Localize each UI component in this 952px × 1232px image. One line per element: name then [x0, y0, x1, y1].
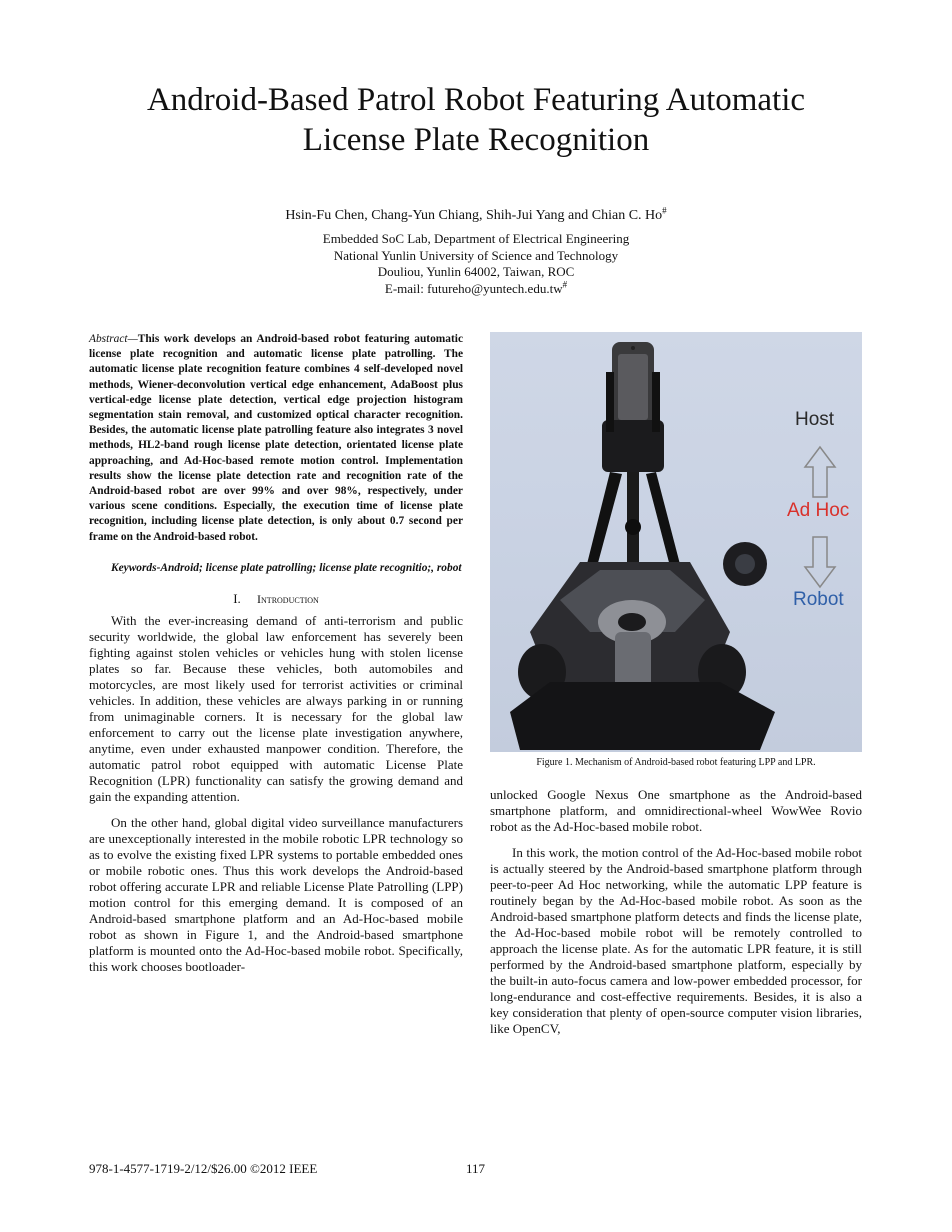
title-line-1: Android-Based Patrol Robot Featuring Automatic — [146, 82, 806, 118]
email-mark: # — [562, 279, 568, 290]
affiliation-line-2: National Yunlin University of Science and Technology — [333, 247, 619, 263]
author-mark: # — [662, 205, 667, 216]
down-arrow-icon — [805, 537, 835, 587]
footer-copyright: 978-1-4577-1719-2/12/$26.00 ©2012 IEEE — [89, 1161, 318, 1176]
robot-photo — [490, 332, 862, 752]
abstract-lead: Abstract— — [89, 333, 138, 345]
robot-center-lens — [618, 613, 646, 631]
keywords: Keywords-Android; license plate patrolling; license plate recognitio;, robot — [111, 561, 462, 574]
mount-leg-right — [646, 472, 682, 574]
phone-camera-dot — [631, 346, 635, 350]
up-arrow-icon — [805, 447, 835, 497]
right-paragraph-2: In this work, the motion control of the Ad-Hoc-based mobile robot is actually steered by the Android-based smartphone platform through peer-to-peer Ad Hoc networking, while the automatic LPP feature is routinely began by the Ad-Hoc-based mobile robot. As soon as the Android-based smartphone platform detects and finds the license plate, the Ad-Hoc-based mobile robot will be remotely controlled to approach the license plate. As for the automatic LPR feature, it is still performed by the Android-based smartphone platform, especially by the built-in auto-focus camera and low-power embedded processor, for long-endurance and cost-effective requirements. Besides, it is also a key consideration that plenty of open-source computer vision libraries, like OpenCV, — [490, 845, 862, 1036]
right-paragraph-1: unlocked Google Nexus One smartphone as the Android-based smartphone platform, and omnidirectional-wheel WowWee Rovio robot as the Ad-Hoc-based mobile robot. — [490, 787, 862, 834]
base-board — [510, 682, 775, 750]
affiliation-block — [120, 231, 832, 297]
section-number: I. — [233, 591, 241, 607]
smartphone-screen — [618, 354, 648, 420]
email: E-mail: futureho@yuntech.edu.tw — [384, 280, 563, 296]
figure-label-robot: Robot — [793, 589, 844, 610]
author-list — [120, 207, 832, 225]
author-names: Hsin-Fu Chen, Chang-Yun Chiang, Shih-Jui Yang and Chian C. Ho — [285, 208, 663, 223]
mount-joint — [625, 519, 641, 535]
figure-caption: Figure 1. Mechanism of Android-based robot featuring LPP and LPR. — [536, 757, 816, 768]
figure-1 — [490, 332, 862, 752]
mount-leg-left — [585, 472, 622, 574]
robot-camera-lens — [735, 554, 755, 574]
section-heading-introduction — [89, 591, 463, 607]
abstract-body: This work develops an Android-based robot featuring automatic license plate recognition and automatic license plate patrolling. The automatic license plate recognition feature combines 4 self-developed novel methods, Wiener-deconvolution vertical edge enhancement, AdaBoost plus vertical-edge license plate detection, vertical edge projection histogram segmentation stain removal, and customized optical character recognition. Besides, the automatic license plate patrolling feature also integrates 3 novel methods, HL2-band rough license plate detection, orientated license plate approaching, and Ad-Hoc-based remote motion control. Implementation results show the license plate detection rate and recognition rate of the Android-based robot are over 99% and over 98%, respectively, under various scene conditions. Especially, the execution time of license plate recognition, including license plate detection, is only about 0.7 second per frame on the Android-based robot. — [89, 333, 463, 543]
mount-stem — [627, 472, 639, 562]
section-title: Introduction — [257, 592, 319, 607]
abstract — [89, 332, 463, 545]
intro-paragraph-2: On the other hand, global digital video surveillance manufacturers are unexceptionally interested in the mobile robotic LPR technology so as to evolve the existing fixed LPR systems to portable embedded ones or mobile robotic ones. Thus this work develops the Android-based robot offering accurate LPR and reliable License Plate Patrolling (LPP) motion control for this emerging demand. It is composed of an Android-based smartphone platform and an Ad-Hoc-based mobile robot as shown in Figure 1, and the Android-based smartphone platform is mounted onto the Ad-Hoc-based mobile robot. Specifically, this work chooses bootloader- — [89, 815, 463, 975]
paper-title — [80, 80, 872, 160]
right-column — [490, 332, 862, 1047]
figure-label-host: Host — [795, 409, 835, 430]
title-line-2: License Plate Recognition — [302, 122, 650, 158]
email-line — [120, 281, 832, 298]
affiliation-line-1: Embedded SoC Lab, Department of Electrical Engineering — [322, 231, 630, 246]
phone-clamp — [606, 372, 614, 432]
intro-paragraph-1: With the ever-increasing demand of anti-terrorism and public security worldwide, the global law enforcement has severely been fighting against stolen vehicles or vehicles hung with stolen license plates so far. Because these vehicles, both automobiles and motorcycles, are most likely used for terrorist activities or criminal vehicles. In addition, these vehicles are always parking in or running from unimaginable corners. It is necessary for the global law enforcement to carry out the license plate investigation anywhere, anytime, even under exhausted manpower condition. Therefore, the automatic patrol robot equipped with automatic License Plate Recognition (LPR) functionality can satisfy the growing demand and gain the expanding attention. — [89, 613, 463, 805]
figure-label-adhoc: Ad Hoc — [787, 500, 850, 521]
phone-clamp-2 — [652, 372, 660, 432]
left-column — [89, 332, 463, 985]
page-number: 117 — [466, 1161, 486, 1176]
affiliation-line-3: Douliou, Yunlin 64002, Taiwan, ROC — [377, 264, 575, 279]
